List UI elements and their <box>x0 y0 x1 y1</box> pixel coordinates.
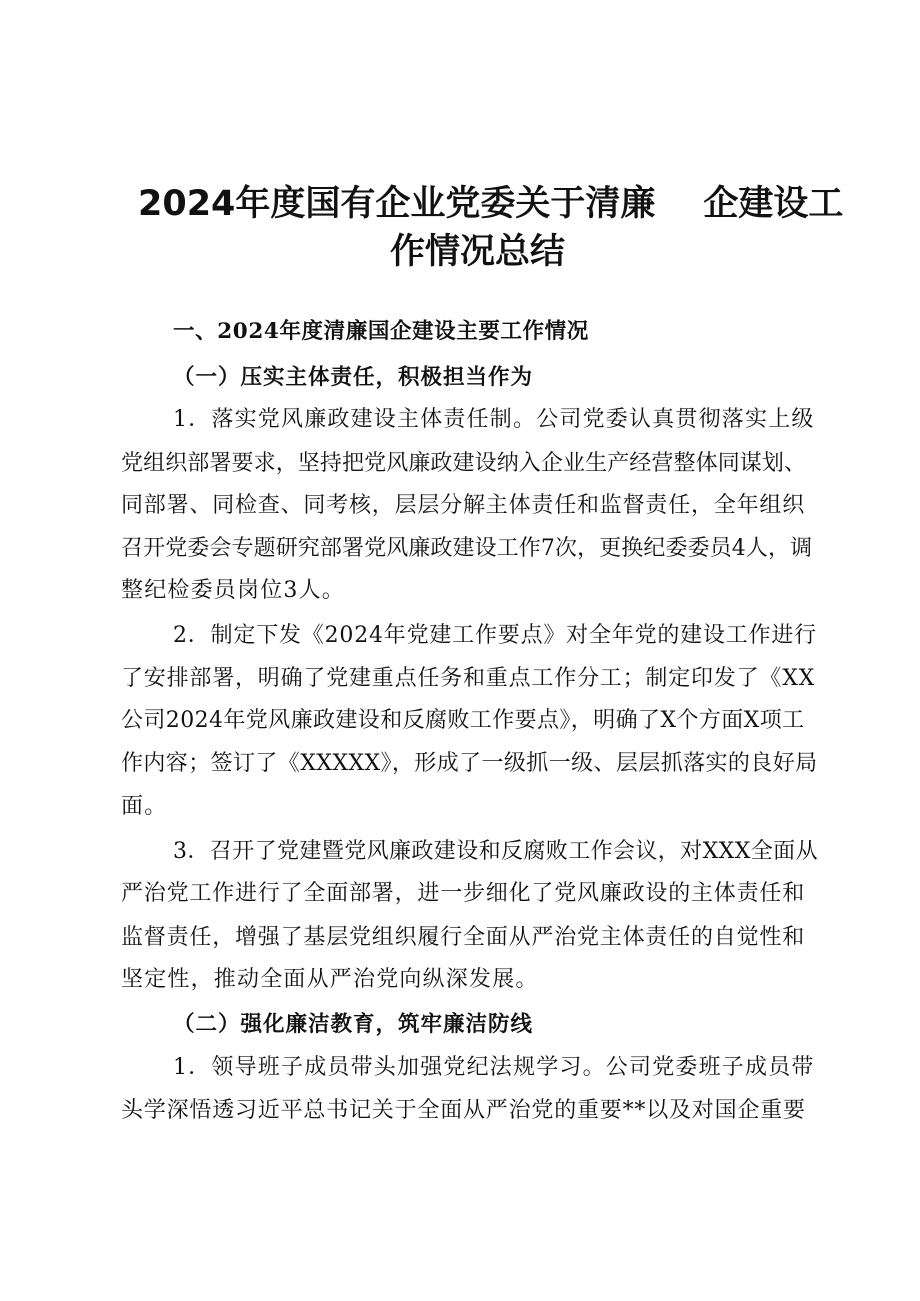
title-part-2: 企建设工 <box>703 184 844 224</box>
paragraph-line: 3．召开了党建暨党风廉政建设和反腐败工作会议，对XXX全面从 <box>173 839 818 864</box>
paragraph-line: 1．领导班子成员带头加强党纪法规学习。公司党委班子成员带 <box>173 1055 815 1080</box>
paragraph-line: 严治党工作进行了全面部署，进一步细化了党风廉政设的主体责任和 <box>121 881 806 906</box>
paragraph-line: 整纪检委员岗位3人。 <box>121 578 345 603</box>
paragraph-line: 党组织部署要求，坚持把党风廉政建设纳入企业生产经营整体同谋划、 <box>121 451 807 476</box>
document-title-line-1 <box>138 176 843 226</box>
document-title-line-2: 作情况总结 <box>390 232 566 272</box>
paragraph-line: 头学深悟透习近平总书记关于全面从严治党的重要**以及对国企重要 <box>121 1098 806 1123</box>
title-part-1: 2024年度国有企业党委关于清廉 <box>138 184 656 224</box>
section-heading: 一、2024年度清廉国企建设主要工作情况 <box>173 319 589 344</box>
paragraph-line: 了安排部署，明确了党建重点任务和重点工作分工；制定印发了《XX <box>121 666 816 691</box>
paragraph-line: 同部署、同检查、同考核，层层分解主体责任和监督责任，全年组织 <box>121 493 806 518</box>
paragraph-line: 作内容；签订了《XXXXX》，形成了一级抓一级、层层抓落实的良好局 <box>121 751 818 776</box>
paragraph-line: 召开党委会专题研究部署党风廉政建设工作7次，更换纪委委员4人，调 <box>121 536 813 561</box>
paragraph-line: 监督责任，增强了基层党组织履行全面从严治党主体责任的自觉性和 <box>121 925 806 950</box>
paragraph-line: 1．落实党风廉政建设主体责任制。公司党委认真贯彻落实上级 <box>173 407 815 432</box>
paragraph-line: 2．制定下发《2024年党建工作要点》对全年党的建设工作进行 <box>173 623 817 648</box>
paragraph-line: 坚定性，推动全面从严治党向纵深发展。 <box>121 967 539 992</box>
subsection-heading-2: （二）强化廉洁教育，筑牢廉洁防线 <box>173 1012 534 1037</box>
subsection-heading-1: （一）压实主体责任，积极担当作为 <box>173 365 534 390</box>
paragraph-line: 面。 <box>121 794 168 819</box>
paragraph-line: 公司2024年党风廉政建设和反腐败工作要点》，明确了X个方面X项工 <box>121 708 805 733</box>
